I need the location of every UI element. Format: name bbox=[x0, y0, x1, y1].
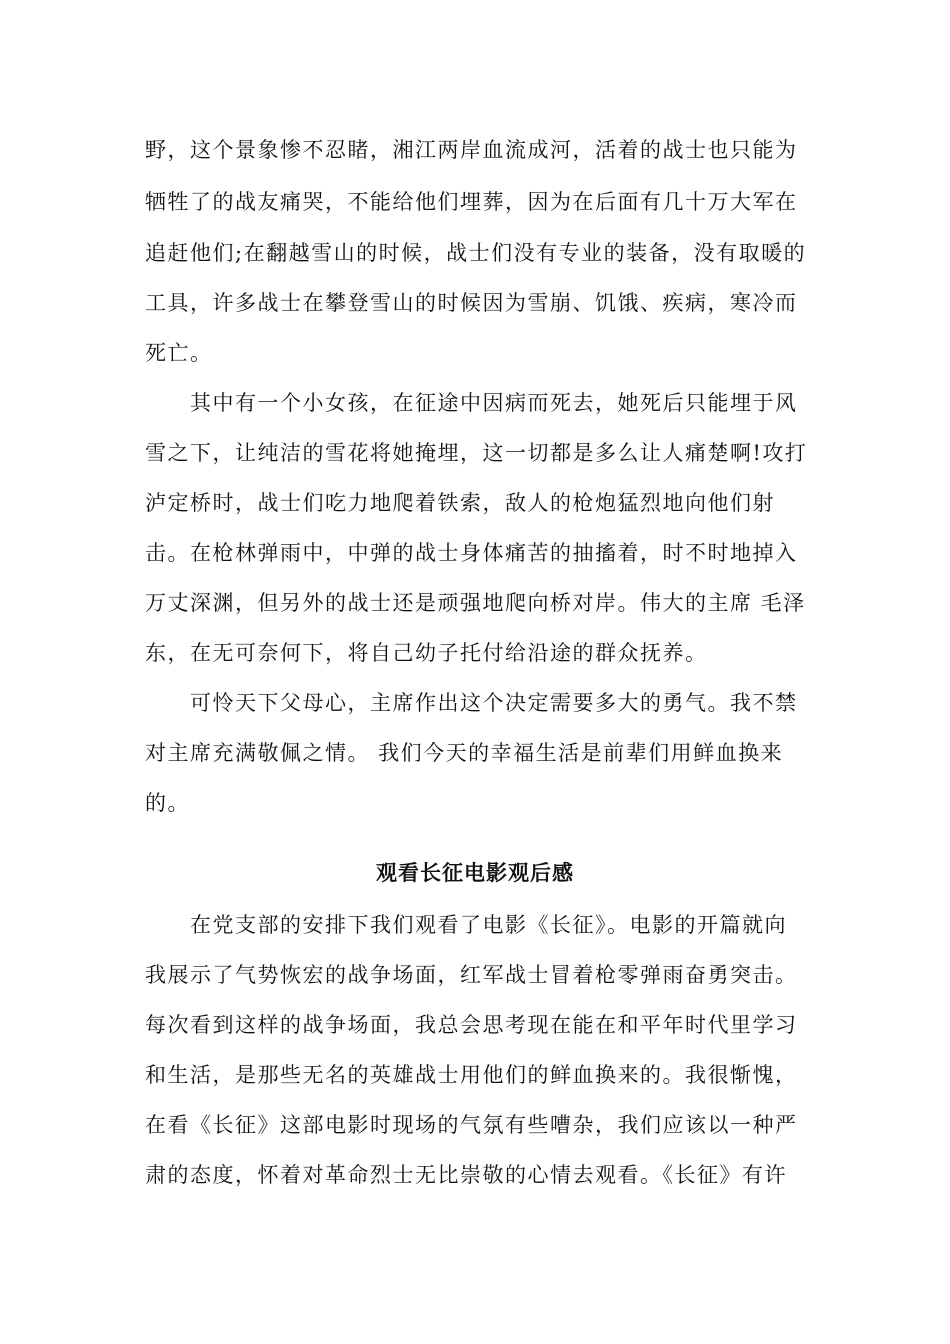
text-line: 工具，许多战士在攀登雪山的时候因为雪崩、饥饿、疾病，寒冷而 bbox=[145, 291, 798, 315]
text-line: 死亡。 bbox=[145, 341, 213, 365]
text-line: 野，这个景象惨不忍睹，湘江两岸血流成河，活着的战士也只能为 bbox=[145, 138, 798, 162]
text-line: 万丈深渊，但另外的战士还是顽强地爬向桥对岸。伟大的主席 毛泽 bbox=[145, 591, 806, 615]
text-line: 肃的态度，怀着对革命烈士无比崇敬的心情去观看。《长征》有许 bbox=[145, 1163, 787, 1187]
text-line: 和生活，是那些无名的英雄战士用他们的鲜血换来的。我很惭愧， bbox=[145, 1063, 798, 1087]
text-line: 牺牲了的战友痛哭，不能给他们埋葬，因为在后面有几十万大军在 bbox=[145, 190, 798, 214]
text-line: 在看《长征》这部电影时现场的气氛有些嘈杂，我们应该以一种严 bbox=[145, 1113, 798, 1137]
text-line: 我展示了气势恢宏的战争场面，红军战士冒着枪零弹雨奋勇突击。 bbox=[145, 963, 798, 987]
text-line: 泸定桥时，战士们吃力地爬着铁索，敌人的枪炮猛烈地向他们射 bbox=[145, 491, 775, 515]
text-line: 追赶他们;在翻越雪山的时候，战士们没有专业的装备，没有取暖的 bbox=[145, 241, 807, 265]
text-line: 东，在无可奈何下，将自己幼子托付给沿途的群众抚养。 bbox=[145, 641, 708, 665]
section-title: 观看长征电影观后感 bbox=[376, 860, 574, 885]
text-line: 每次看到这样的战争场面，我总会思考现在能在和平年时代里学习 bbox=[145, 1013, 798, 1037]
paragraph-start-line: 可怜天下父母心，主席作出这个决定需要多大的勇气。我不禁 bbox=[190, 691, 798, 715]
text-line: 击。在枪林弹雨中，中弹的战士身体痛苦的抽搐着，时不时地掉入 bbox=[145, 541, 798, 565]
text-line: 对主席充满敬佩之情。 我们今天的幸福生活是前辈们用鲜血换来 bbox=[145, 741, 784, 765]
paragraph-start-line: 在党支部的安排下我们观看了电影《长征》。电影的开篇就向 bbox=[190, 913, 787, 937]
text-line: 的。 bbox=[145, 791, 190, 815]
text-line: 雪之下，让纯洁的雪花将她掩埋，这一切都是多么让人痛楚啊!攻打 bbox=[145, 441, 808, 465]
paragraph-start-line: 其中有一个小女孩，在征途中因病而死去，她死后只能埋于风 bbox=[190, 391, 798, 415]
